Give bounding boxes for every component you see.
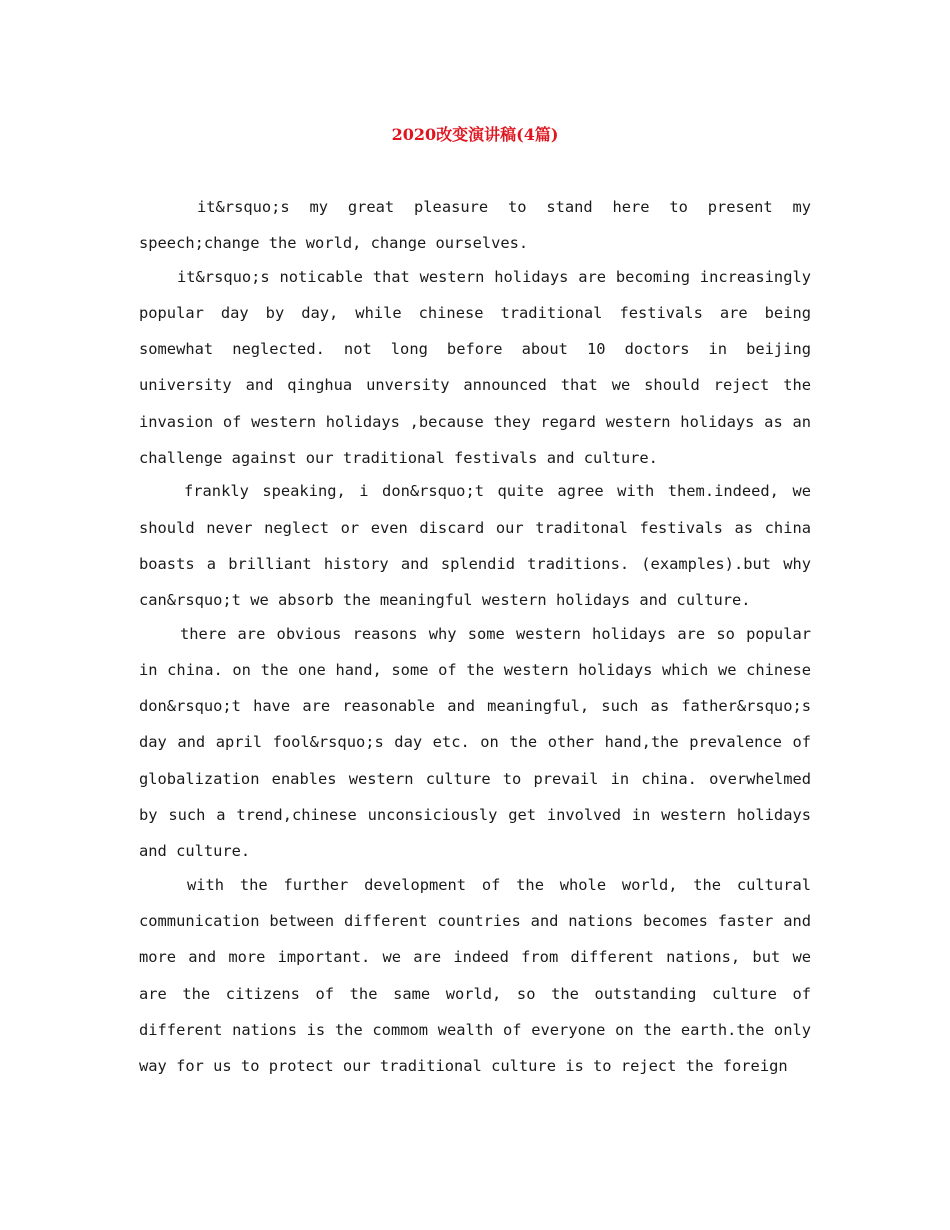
paragraph-4: there are obvious reasons why some western holidays are so popular in china. on the one hand, some of the western holidays which we chinese don&rsquo;t have are reasonable and meaningful, such as father&rsquo;s day and april fool&rsquo;s day etc. on the other hand,the prevalence of globalization enables western culture to prevail in china. overwhelmed by such a trend,chinese unconsiciously get involved in western holidays and culture. <box>139 624 811 861</box>
paragraph-1: it&rsquo;s my great pleasure to stand here to present my speech;change the world, change ourselves. <box>139 198 811 253</box>
document-title: 2020改变演讲稿(4篇) <box>391 125 559 144</box>
document-body <box>139 189 811 1081</box>
paragraph-5: with the further development of the whole world, the cultural communication between different countries and nations becomes faster and more and more important. we are indeed from different nations, but we are the citizens of the same world, so the outstanding culture of different nations is the commom wealth of everyone on the earth.the only way for us to protect our traditional culture is to reject the foreign <box>139 875 811 1076</box>
paragraph-2: it&rsquo;s noticable that western holidays are becoming increasingly popular day by day, while chinese traditional festivals are being somewhat neglected. not long before about 10 doctors in beijing university and qinghua unversity announced that we should reject the invasion of western holidays ,because they regard western holidays as an challenge against our traditional festivals and culture. <box>139 267 811 468</box>
paragraph-3: frankly speaking, i don&rsquo;t quite agree with them.indeed, we should never neglect or even discard our traditonal festivals as china boasts a brilliant history and splendid traditions. (examples).but why can&rsquo;t we absorb the meaningful western holidays and culture. <box>139 482 811 610</box>
